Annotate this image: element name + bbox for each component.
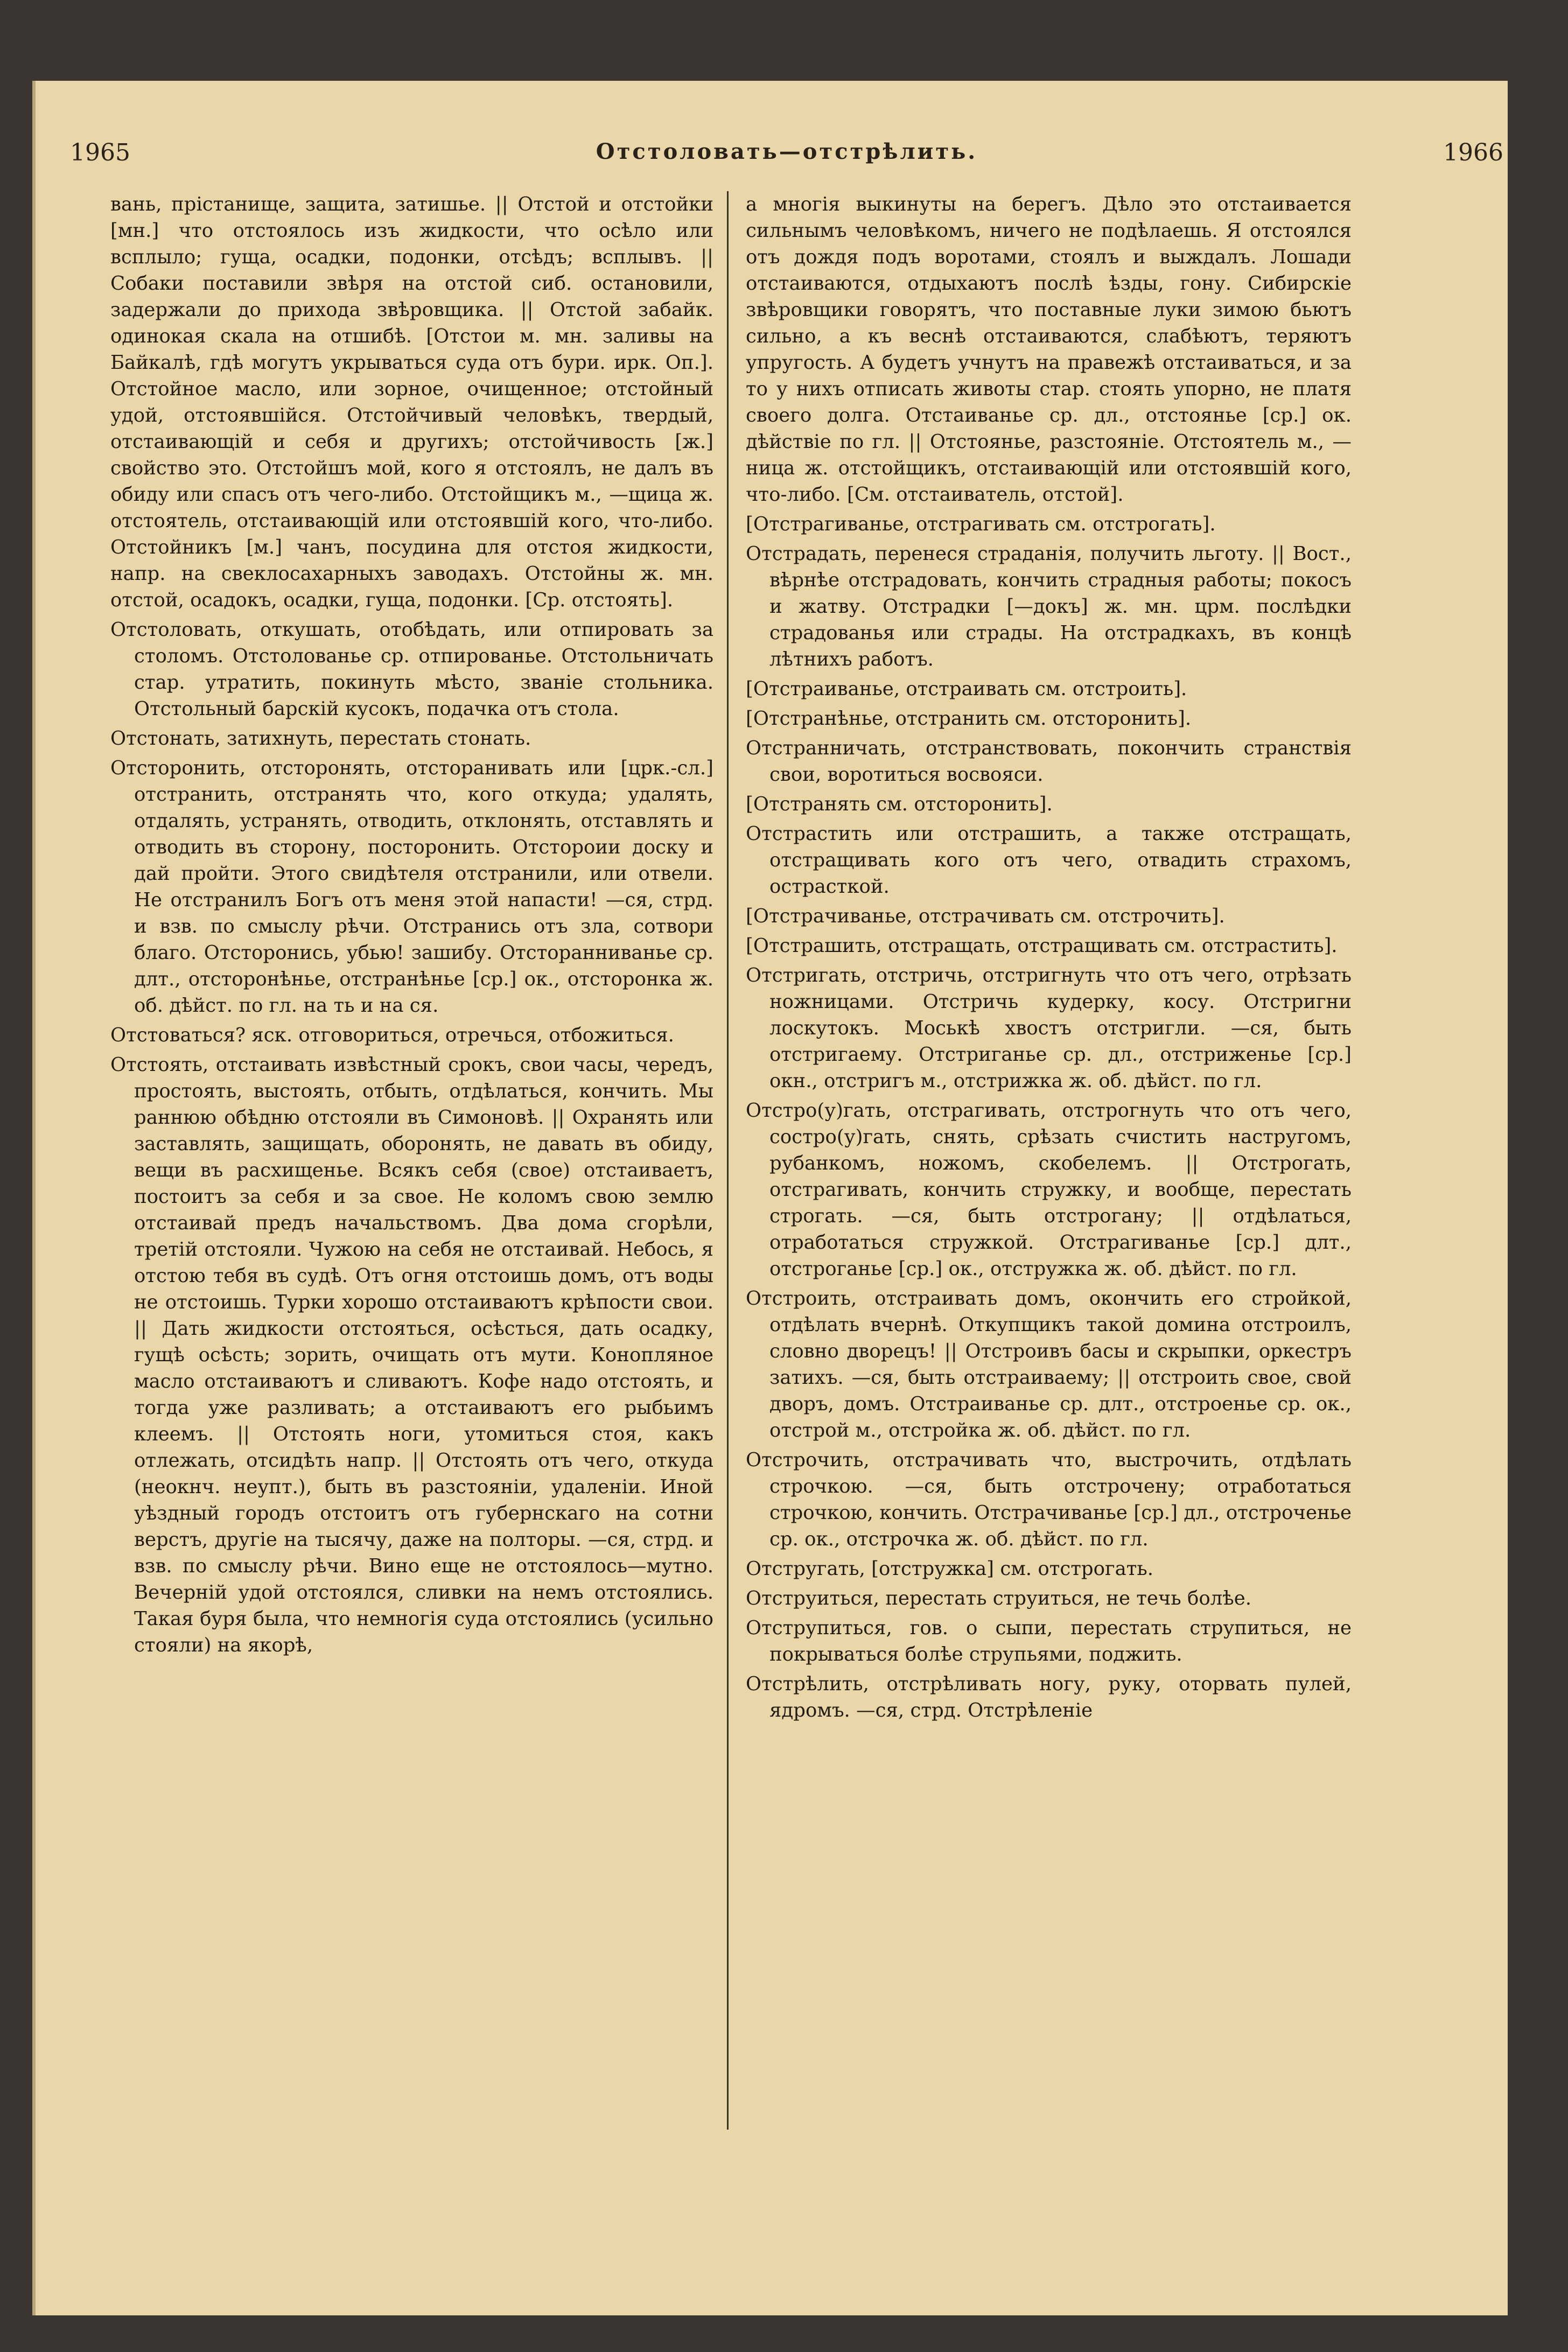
entry-paragraph: Отструиться, перестать струиться, не течь болѣе.: [746, 1587, 1251, 1609]
entry-paragraph: [Отстрачиванье, отстрачивать см. отстрочить].: [746, 905, 1225, 927]
entry-paragraph: Отстро(у)гать, отстрагивать, отстрогнуть что отъ чего, состро(у)гать, снять, срѣзать счистить настругомъ, рубанкомъ, ножомъ, скобелемъ. || Отстрогать, отстрагивать, кончить стружку, и вообще, перестать строгать. —ся, быть отстрогану; || отдѣлаться, отработаться стружкой. Отстрагиванье [ср.] длт., отстроганье [ср.] ок., отстружка ж. об. дѣйст. по гл.: [746, 1100, 1352, 1280]
left-column: [110, 191, 713, 2140]
entry-paragraph: Отстрѣлить, отстрѣливать ногу, руку, оторвать пулей, ядромъ. —ся, стрд. Отстрѣленіе: [746, 1673, 1352, 1721]
entry-paragraph: Отструпиться, гов. о сыпи, перестать струпиться, не покрываться болѣе струпьями, поджить.: [746, 1617, 1352, 1665]
page-header: [70, 139, 1503, 182]
entry-paragraph: Отстрастить или отстрашить, а также отстращать, отстращивать кого отъ чего, отвадить страхомъ, острасткой.: [746, 823, 1352, 898]
entry-paragraph: [Отстраиванье, отстраивать см. отстроить].: [746, 678, 1187, 700]
column-divider: [727, 191, 729, 2130]
entry-paragraph: [Отстрашить, отстращать, отстращивать см. отстрастить].: [746, 935, 1338, 957]
entry-paragraph: Отсторонить, отсторонять, отсторанивать или [црк.-сл.] отстранить, отстранять что, кого откуда; удалять, отдалять, устранять, отводить, отклонять, отставлять и отводить въ сторону, посторонить. Отстороии доску и дай пройти. Этого свидѣтеля отстранили, или отвели. Не отстранилъ Богъ отъ меня этой напасти! —ся, стрд. и взв. по смыслу рѣчи. Отстранись отъ зла, сотвори благо. Отсторонись, убью! зашибу. Отсторанниванье ср. длт., отсторонѣнье, отстранѣнье [ср.] ок., отсторонка ж. об. дѣйст. по гл. на ть и на ся.: [110, 757, 713, 1017]
right-column: [746, 191, 1352, 2140]
entry-paragraph: Отстоять, отстаивать извѣстный срокъ, свои часы, чередъ, простоять, выстоять, отбыть, отдѣлаться, кончить. Мы раннюю обѣдню отстояли въ Симоновѣ. || Охранять или заставлять, защищать, оборонять, не давать въ обиду, вещи въ расхищенье. Всякъ себя (свое) отстаиваетъ, постоитъ за себя и за свое. Не коломъ свою землю отстаивай предъ начальствомъ. Два дома сгорѣли, третій отстояли. Чужою на себя не отстаивай. Небось, я отстою тебя въ судѣ. Отъ огня отстоишь домъ, отъ воды не отстоишь. Турки хорошо отстаиваютъ крѣпости свои. || Дать жидкости отстояться, осѣсться, дать осадку, гущѣ осѣсть; зорить, очищать отъ мути. Конопляное масло отстаиваютъ и сливаютъ. Кофе надо отстоять, и тогда уже разливать; а отстаиваютъ его рыбьимъ клеемъ. || Отстоять ноги, утомиться стоя, какъ отлежать, отсидѣть напр. || Отстоять отъ чего, откуда (неокнч. неупт.), быть въ разстояніи, удаленіи. Иной уѣздный городъ отстоитъ отъ губернскаго на сотни верстъ, другіе на тысячу, даже на полторы. —ся, стрд. и взв. по смыслу рѣчи. Вино еще не отстоялось—мутно. Вечерній удой отстоялся, сливки на немъ отстоялись. Такая буря была, что немногія суда отстоялись (усильно стояли) на якорѣ,: [110, 1054, 713, 1656]
entry-paragraph: [Отстрагиванье, отстрагивать см. отстрогать].: [746, 513, 1216, 535]
entry-paragraph: а многія выкинуты на берегъ. Дѣло это отстаивается сильнымъ человѣкомъ, ничего не подѣлаешь. Я отстоялся отъ дождя подъ воротами, стоялъ и выждалъ. Лошади отстаиваются, отдыхаютъ послѣ ѣзды, гону. Сибирскіе звѣровщики говорятъ, что поставные луки зимою бьютъ сильно, а къ веснѣ отстаиваются, слабѣютъ, теряютъ упругость. А будетъ учнутъ на правежѣ отстаиваться, и за то у нихъ отписать животы стар. стоять упорно, не платя своего долга. Отстаиванье ср. дл., отстоянье [ср.] ок. дѣйствіе по гл. || Отстоянье, разстояніе. Отстоятель м., —ница ж. отстойщикъ, отстаивающій или отстоявшій кого, что-либо. [См. отстаиватель, отстой].: [746, 193, 1352, 506]
page-number-left: 1965: [70, 139, 130, 166]
entry-paragraph: Отстроить, отстраивать домъ, окончить его стройкой, отдѣлать вчернѣ. Откупщикъ такой домина отстроилъ, словно дворецъ! || Отстроивъ басы и скрыпки, оркестръ затихъ. —ся, быть отстраиваему; || отстроить свое, свой дворъ, домъ. Отстраиванье ср. длт., отстроенье ср. ок., отстрой м., отстройка ж. об. дѣйст. по гл.: [746, 1287, 1352, 1441]
entry-paragraph: Отстругать, [отстружка] см. отстрогать.: [746, 1558, 1154, 1580]
page-number-right: 1966: [1443, 139, 1503, 166]
entry-paragraph: Отстранничать, отстранствовать, покончить странствія свои, воротиться восвояси.: [746, 737, 1352, 786]
entry-paragraph: Отстрадать, перенеся страданія, получить льготу. || Вост., вѣрнѣе отстрадовать, кончить страдныя работы; покосъ и жатву. Отстрадки [—докъ] ж. мн. црм. послѣдки страдованья или страды. На отстрадкахъ, въ концѣ лѣтнихъ работъ.: [746, 543, 1352, 670]
entry-paragraph: [Отстранѣнье, отстранить см. отсторонить].: [746, 708, 1192, 730]
entry-paragraph: Отстонать, затихнуть, перестать стонать.: [110, 727, 531, 750]
entry-paragraph: Отстригать, отстричь, отстригнуть что отъ чего, отрѣзать ножницами. Отстричь кудерку, косу. Отстригни лоскутокъ. Моськѣ хвостъ отстригли. —ся, быть отстригаему. Отстриганье ср. дл., отстриженье [ср.] окн., отстригъ м., отстрижка ж. об. дѣйст. по гл.: [746, 964, 1352, 1092]
entry-paragraph: [Отстранять см. отсторонить].: [746, 793, 1053, 815]
entry-paragraph: вань, прістанище, защита, затишье. || Отстой и отстойки [мн.] что отстоялось изъ жидкости, что осѣло или всплыло; гуща, осадки, подонки, отсѣдъ; всплывъ. || Собаки поставили звѣря на отстой сиб. остановили, задержали до прихода звѣровщика. || Отстой забайк. одинокая скала на отшибѣ. [Отстои м. мн. заливы на Байкалѣ, гдѣ могутъ укрываться суда отъ бури. ирк. Оп.]. Отстойное масло, или зорное, очищенное; отстойный удой, отстоявшійся. Отстойчивый человѣкъ, твердый, отстаивающій и себя и другихъ; отстойчивость [ж.] свойство это. Отстойшъ мой, кого я отстоялъ, не далъ въ обиду или спасъ отъ чего-либо. Отстойщикъ м., —щица ж. отстоятель, отстаивающій или отстоявшій кого, что-либо. Отстойникъ [м.] чанъ, посудина для отстоя жидкости, напр. на свеклосахарныхъ заводахъ. Отстойны ж. мн. отстой, осадокъ, осадки, гуща, подонки. [Ср. отстоять].: [110, 193, 713, 611]
running-title: Отстоловать—отстрѣлить.: [596, 139, 978, 164]
entry-paragraph: Отстрочить, отстрачивать что, выстрочить, отдѣлать строчкою. —ся, быть отстрочену; отработаться строчкою, кончить. Отстрачиванье [ср.] дл., отстроченье ср. ок., отстрочка ж. об. дѣйст. по гл.: [746, 1449, 1352, 1550]
entry-paragraph: Отстоваться? яск. отговориться, отречься, отбожиться.: [110, 1024, 674, 1046]
entry-paragraph: Отстоловать, откушать, отобѣдать, или отпировать за столомъ. Отстолованье ср. отпированье. Отстольничать стар. утратить, покинуть мѣсто, званіе стольника. Отстольный барскій кусокъ, подачка отъ стола.: [110, 619, 713, 720]
